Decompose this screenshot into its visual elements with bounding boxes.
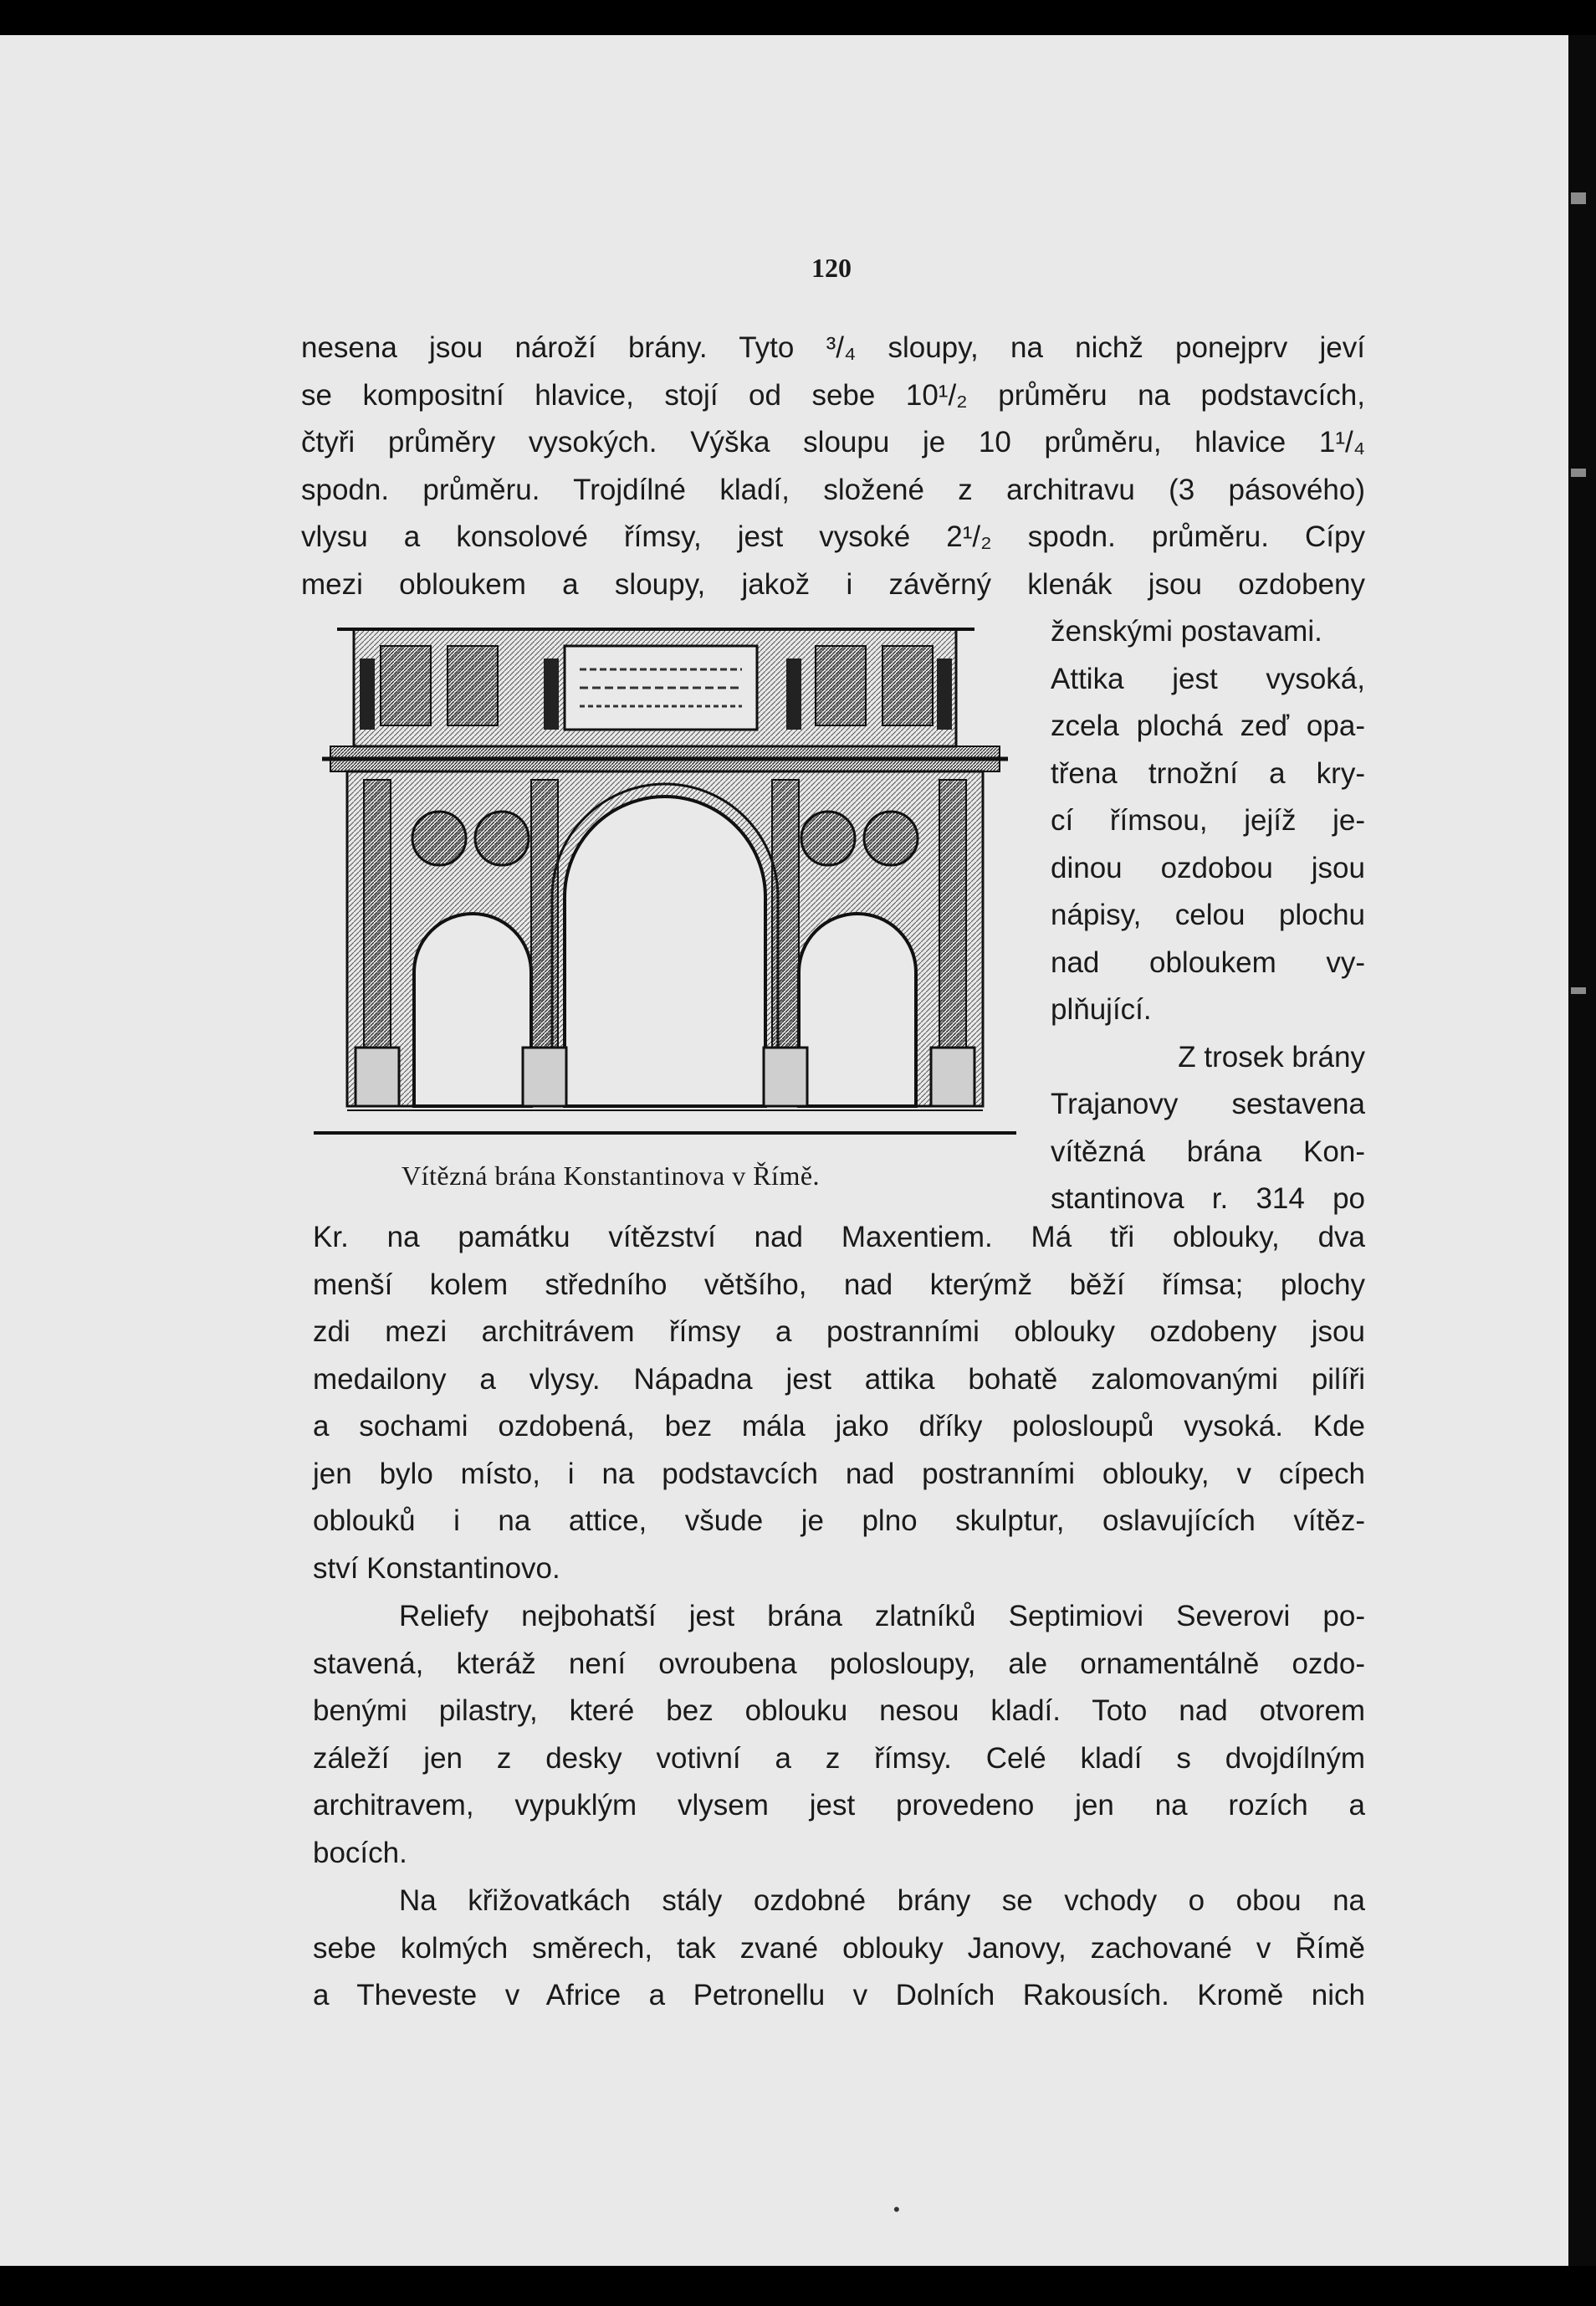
text-line: medailony a vlysy. Nápadna jest attika bohatě zalomovanými pilíři [313, 1362, 1365, 1396]
text-line: nápisy, celou plochu [1051, 899, 1365, 931]
arch-of-constantine-illustration [314, 621, 1016, 1146]
text-line: cí římsou, jejíž je- [1051, 804, 1365, 837]
page-number: 120 [811, 253, 852, 283]
text-line: nad obloukem vy- [1051, 945, 1365, 979]
text-line: nesena jsou nároží brány. Tyto ³/₄ sloupy, na nichž ponejprv jeví [301, 331, 1365, 364]
text-line: plňující. [1051, 993, 1152, 1026]
edge-mark [1571, 192, 1586, 204]
text-line: bocích. [313, 1836, 407, 1869]
text-line: Attika jest vysoká, [1051, 662, 1365, 695]
text-line: spodn. průměru. Trojdílné kladí, složené z architravu (3 pásového) [301, 473, 1365, 506]
text-line: čtyři průměry vysokých. Výška sloupu je 10 průměru, hlavice 1¹/₄ [301, 426, 1365, 459]
text-line: Trajanovy sestavena [1051, 1088, 1365, 1120]
text-line: dinou ozdobou jsou [1051, 851, 1365, 884]
text-line: Na křižovatkách stály ozdobné brány se vchody o obou na [399, 1884, 1365, 1917]
text-line: vlysu a konsolové římsy, jest vysoké 2¹/₂ spodn. průměru. Cípy [301, 520, 1365, 553]
text-line: zcela plochá zeď opa- [1051, 710, 1365, 742]
page-edge [1568, 35, 1596, 2266]
paragraph-4 [313, 1878, 1365, 2020]
text-line: Z trosek brány [1178, 1040, 1365, 1074]
text-line: a Theveste v Africe a Petronellu v Dolních Rakousích. Kromě nich [313, 1979, 1365, 2011]
figure-caption: Vítězná brána Konstantinova v Římě. [402, 1161, 821, 1191]
paragraph-2 [313, 1214, 1365, 1592]
text-line: jen bylo místo, i na podstavcích nad postranními oblouky, v cípech [313, 1457, 1365, 1490]
text-line: zdi mezi architrávem římsy a postranními oblouky ozdobeny jsou [313, 1315, 1365, 1348]
text-line: a sochami ozdobená, bez mála jako dříky polosloupů vysoká. Kde [313, 1410, 1365, 1443]
text-line: se kompositní hlavice, stojí od sebe 10¹/₂ průměru na podstavcích, [301, 378, 1365, 412]
text-line: architravem, vypuklým vlysem jest provedeno jen na rozích a [313, 1789, 1365, 1822]
text-line: ženskými postavami. [1051, 615, 1322, 648]
bottom-mark: • [893, 2199, 900, 2220]
paragraph-3 [313, 1593, 1365, 1877]
text-line: stantinova r. 314 po [1051, 1182, 1365, 1215]
text-line: záleží jen z desky votivní a z římsy. Celé kladí s dvojdílným [313, 1741, 1365, 1775]
text-line: oblouků i na attice, všude je plno skulptur, oslavujících vítěz- [313, 1504, 1365, 1537]
text-line: sebe kolmých směrech, tak zvané oblouky Janovy, zachované v Římě [313, 1931, 1365, 1965]
paragraph-1 [301, 325, 1365, 608]
text-line: ství Konstantinovo. [313, 1551, 560, 1585]
edge-mark [1571, 469, 1586, 477]
text-line: benými pilastry, které bez oblouku nesou kladí. Toto nad otvorem [313, 1694, 1365, 1727]
text-line: mezi obloukem a sloupy, jakož i závěrný klenák jsou ozdobeny [301, 567, 1365, 601]
text-line: stavená, kteráž není ovroubena polosloupy, ale ornamentálně ozdo- [313, 1647, 1365, 1680]
arch-engraving [314, 621, 1016, 1146]
edge-mark [1571, 987, 1586, 994]
text-line: třena trnožní a kry- [1051, 756, 1365, 790]
side-column-text [1051, 608, 1365, 1223]
text-line: Reliefy nejbohatší jest brána zlatníků Septimiovi Severovi po- [399, 1600, 1365, 1632]
text-line: menší kolem středního většího, nad kterýmž běží římsa; plochy [313, 1268, 1365, 1301]
text-line: vítězná brána Kon- [1051, 1135, 1365, 1168]
text-line: Kr. na památku vítězství nad Maxentiem. Má tři oblouky, dva [313, 1221, 1365, 1253]
